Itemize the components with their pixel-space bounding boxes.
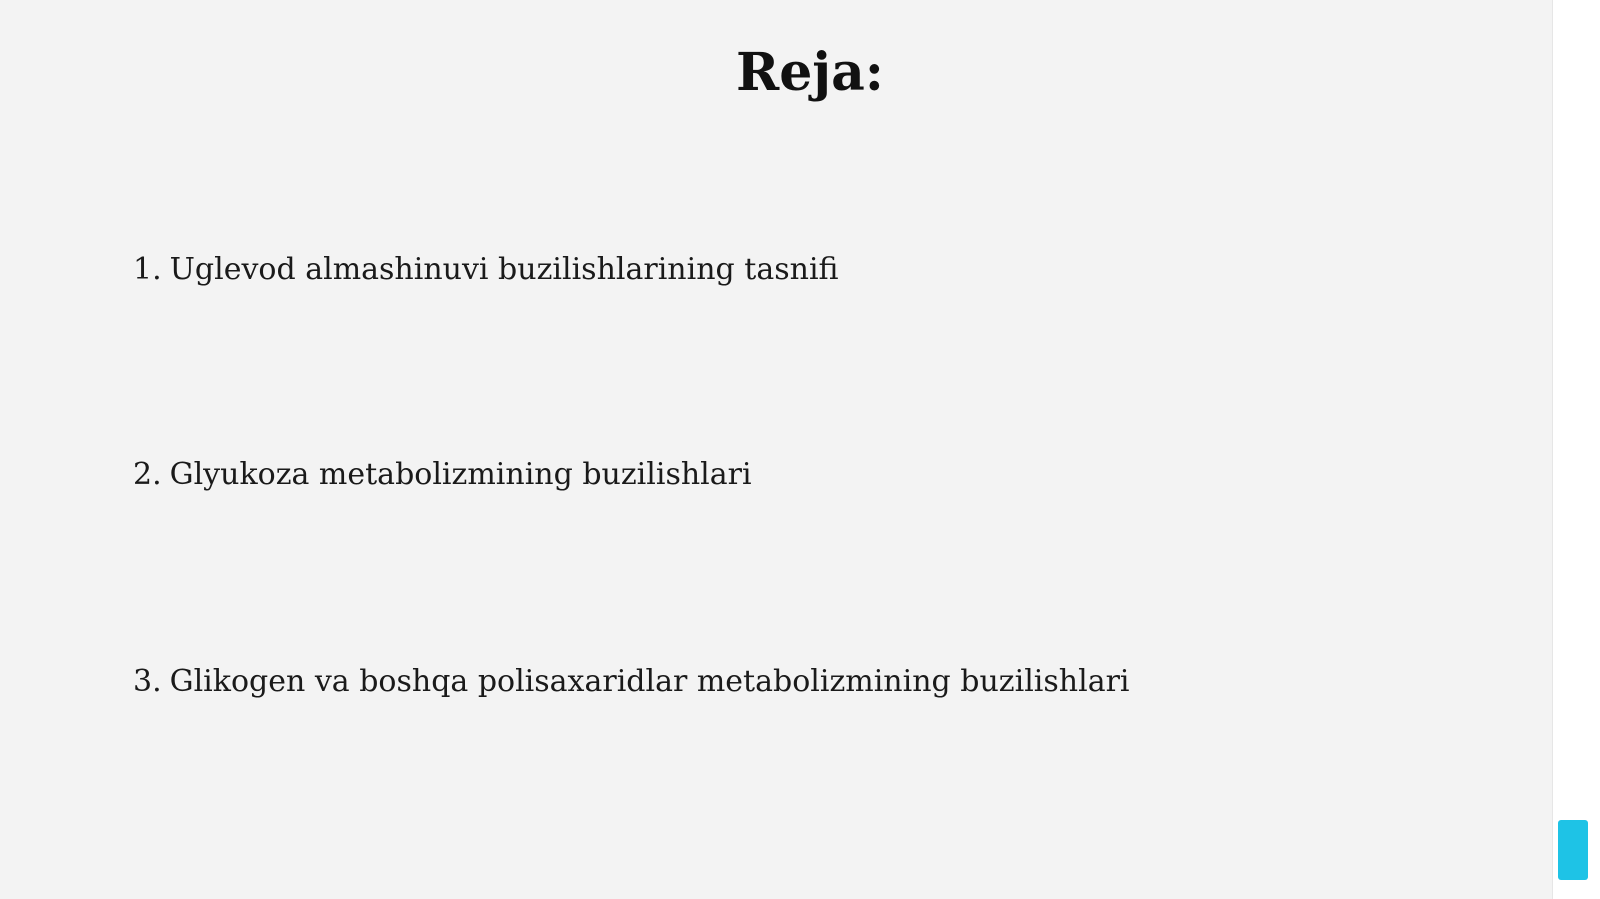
plan-item-text: Uglevod almashinuvi buzilishlarining tasnifi [169,252,839,287]
plan-item-3 [133,662,1130,702]
plan-item-text: Glikogen va boshqa polisaxaridlar metabolizmining buzilishlari [169,664,1130,699]
plan-item-number: 2. [133,457,162,492]
plan-item-number: 3. [133,664,162,699]
scrollbar-thumb[interactable] [1558,820,1588,880]
plan-item-2 [133,455,752,495]
scrollbar-track[interactable] [1552,0,1600,899]
plan-item-1 [133,250,839,290]
plan-item-text: Glyukoza metabolizmining buzilishlari [169,457,752,492]
slide-title: Reja: [735,42,884,103]
plan-item-number: 1. [133,252,162,287]
